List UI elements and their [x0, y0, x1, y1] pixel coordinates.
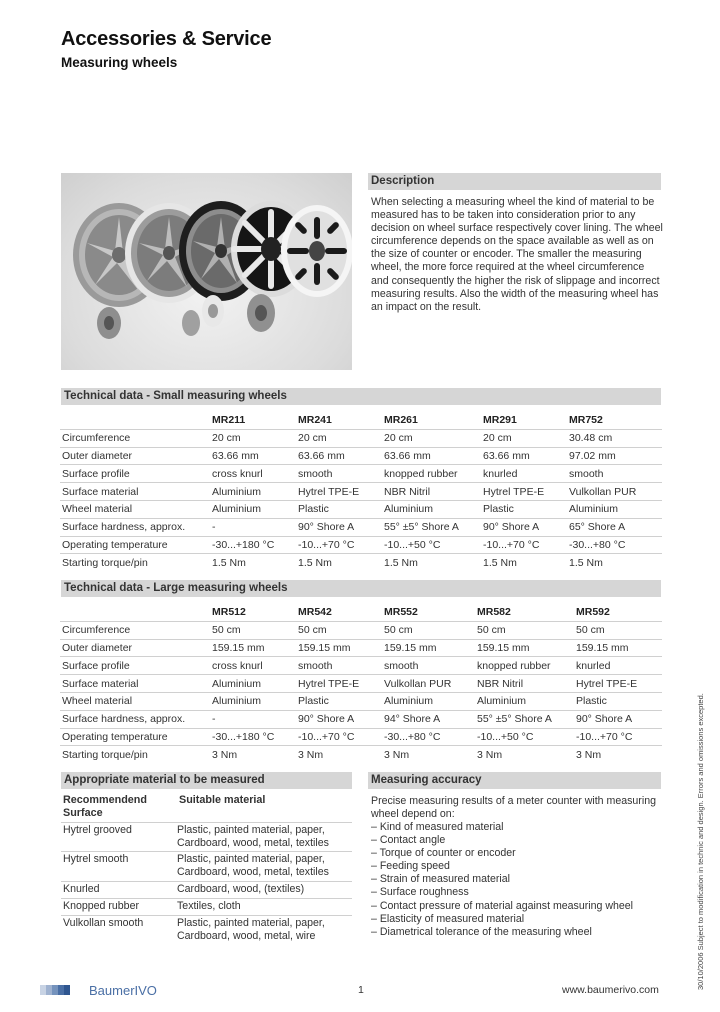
row-label: Surface material: [60, 483, 210, 501]
list-item: – Kind of measured material: [371, 821, 504, 833]
table-cell: 90° Shore A: [296, 518, 382, 536]
row-label: Circumference: [60, 429, 210, 447]
row-label: Starting torque/pin: [60, 746, 210, 763]
page-subtitle: Measuring wheels: [61, 55, 178, 70]
table-cell: 20 cm: [481, 429, 567, 447]
list-item: – Contact angle: [371, 834, 446, 847]
table-cell: 63.66 mm: [296, 447, 382, 465]
table-cell: 3 Nm: [296, 746, 382, 763]
table-row: [60, 639, 662, 657]
legal-note: 30/10/2006 Subject to modification in technic and design. Errors and omissions excepted.: [696, 693, 705, 990]
table-cell: 159.15 mm: [574, 639, 662, 657]
table-cell: Plastic: [296, 500, 382, 518]
table-cell: -10...+50 °C: [475, 728, 574, 746]
material-surface: Vulkollan smooth: [63, 917, 144, 929]
table-cell: 55° ±5° Shore A: [382, 518, 481, 536]
material-line: Cardboard, wood, (textiles): [177, 883, 305, 895]
accuracy-list: [371, 821, 633, 939]
row-divider: [61, 881, 352, 882]
large-wheels-table: [60, 604, 662, 763]
row-label: Starting torque/pin: [60, 554, 210, 571]
table-cell: 3 Nm: [382, 746, 475, 763]
table-cell: knurled: [481, 465, 567, 483]
material-suitable: [177, 853, 352, 879]
table-row: [60, 483, 662, 501]
table-cell: Aluminium: [382, 692, 475, 710]
table-cell: Aluminium: [210, 483, 296, 501]
table-cell: Plastic: [574, 692, 662, 710]
model-header: MR512: [212, 606, 246, 619]
row-divider: [61, 822, 352, 823]
table-row: [60, 536, 662, 554]
page-title: Accessories & Service: [61, 28, 272, 50]
table-cell: 3 Nm: [210, 746, 296, 763]
table-row: [60, 621, 662, 639]
materials-heading: Appropriate material to be measured: [61, 772, 352, 789]
table-cell: 20 cm: [296, 429, 382, 447]
table-cell: 50 cm: [382, 621, 475, 639]
table-cell: 63.66 mm: [382, 447, 481, 465]
table-cell: smooth: [296, 465, 382, 483]
table-cell: -10...+70 °C: [574, 728, 662, 746]
list-item: – Feeding speed: [371, 860, 450, 873]
model-header: MR291: [483, 414, 517, 427]
row-label: Outer diameter: [60, 447, 210, 465]
table-cell: 50 cm: [296, 621, 382, 639]
list-item: – Torque of counter or encoder: [371, 847, 516, 860]
table-cell: -10...+70 °C: [296, 536, 382, 554]
table-cell: 1.5 Nm: [210, 554, 296, 571]
table-cell: -30...+80 °C: [382, 728, 475, 746]
table-row: [60, 465, 662, 483]
materials-col-surface: Recommendend Surface: [63, 794, 147, 819]
table-cell: Hytrel TPE-E: [481, 483, 567, 501]
table-cell: 63.66 mm: [210, 447, 296, 465]
row-label: Wheel material: [60, 692, 210, 710]
list-item: – Diametrical tolerance of the measuring wheel: [371, 925, 592, 938]
material-line: Cardboard, wood, metal, wire: [177, 930, 316, 943]
material-suitable: [177, 917, 352, 943]
table-cell: -10...+70 °C: [296, 728, 382, 746]
model-header: MR241: [298, 414, 332, 427]
table-cell: cross knurl: [210, 465, 296, 483]
table-cell: -: [210, 710, 296, 728]
table-cell: 97.02 mm: [567, 447, 662, 465]
accuracy-heading: Measuring accuracy: [368, 772, 661, 789]
table-cell: Hytrel TPE-E: [296, 483, 382, 501]
model-header: MR552: [384, 606, 418, 619]
material-surface: Hytrel grooved: [63, 824, 132, 836]
wheel-small-2: [202, 295, 224, 327]
table-cell: 90° Shore A: [296, 710, 382, 728]
wheel-small-4: [182, 310, 200, 336]
table-cell: 50 cm: [574, 621, 662, 639]
table-cell: 1.5 Nm: [567, 554, 662, 571]
material-surface: Hytrel smooth: [63, 853, 129, 865]
table-cell: -: [210, 518, 296, 536]
material-line: Cardboard, wood, metal, textiles: [177, 837, 329, 850]
small-wheels-heading: Technical data - Small measuring wheels: [61, 388, 661, 405]
material-line: Textiles, cloth: [177, 900, 241, 912]
table-cell: Aluminium: [567, 500, 662, 518]
table-cell: -10...+50 °C: [382, 536, 481, 554]
table-cell: -30...+180 °C: [210, 536, 296, 554]
table-cell: 90° Shore A: [481, 518, 567, 536]
list-item: – Surface roughness: [371, 886, 469, 899]
table-cell: Hytrel TPE-E: [574, 675, 662, 693]
table-cell: 50 cm: [210, 621, 296, 639]
table-cell: 1.5 Nm: [481, 554, 567, 571]
table-cell: smooth: [382, 657, 475, 675]
table-row: [60, 554, 662, 571]
accuracy-intro: Precise measuring results of a meter counter with measuring wheel depend on:: [371, 795, 656, 821]
table-cell: Aluminium: [210, 675, 296, 693]
wheel-small-1: [97, 307, 121, 339]
table-row: [60, 710, 662, 728]
product-photo: [61, 173, 352, 370]
material-line: Plastic, painted material, paper,: [177, 917, 325, 929]
row-divider: [61, 898, 352, 899]
row-label: Surface profile: [60, 465, 210, 483]
table-header-cell: [60, 604, 210, 621]
table-cell: -10...+70 °C: [481, 536, 567, 554]
model-header: MR592: [576, 606, 610, 619]
row-divider: [61, 915, 352, 916]
table-cell: knopped rubber: [475, 657, 574, 675]
table-cell: knopped rubber: [382, 465, 481, 483]
table-cell: Hytrel TPE-E: [296, 675, 382, 693]
row-label: Operating temperature: [60, 536, 210, 554]
table-cell: smooth: [296, 657, 382, 675]
table-cell: Plastic: [481, 500, 567, 518]
table-row: [60, 500, 662, 518]
table-cell: 20 cm: [382, 429, 481, 447]
table-row: [60, 429, 662, 447]
table-cell: NBR Nitril: [382, 483, 481, 501]
measuring-wheels-illustration: [61, 173, 352, 370]
table-cell: 159.15 mm: [475, 639, 574, 657]
table-cell: Aluminium: [382, 500, 481, 518]
row-label: Wheel material: [60, 500, 210, 518]
table-cell: smooth: [567, 465, 662, 483]
model-header: MR752: [569, 414, 603, 427]
table-row: [60, 746, 662, 763]
table-cell: -30...+180 °C: [210, 728, 296, 746]
table-cell: Vulkollan PUR: [567, 483, 662, 501]
table-cell: 50 cm: [475, 621, 574, 639]
material-surface: Knurled: [63, 883, 100, 895]
table-cell: 3 Nm: [475, 746, 574, 763]
row-label: Outer diameter: [60, 639, 210, 657]
table-row: [60, 447, 662, 465]
row-label: Operating temperature: [60, 728, 210, 746]
table-cell: Aluminium: [210, 500, 296, 518]
table-cell: 90° Shore A: [574, 710, 662, 728]
page-number: 1: [358, 984, 364, 996]
row-label: Surface profile: [60, 657, 210, 675]
table-row: [60, 692, 662, 710]
material-suitable: [177, 883, 352, 896]
table-cell: 20 cm: [210, 429, 296, 447]
table-cell: 3 Nm: [574, 746, 662, 763]
model-header: MR211: [212, 414, 246, 427]
table-header-row: [60, 604, 662, 621]
table-cell: knurled: [574, 657, 662, 675]
wheel-spoked-white: [281, 205, 352, 297]
description-heading: Description: [368, 173, 661, 190]
table-cell: Aluminium: [210, 692, 296, 710]
model-header: MR542: [298, 606, 332, 619]
model-header: MR261: [384, 414, 418, 427]
row-label: Surface hardness, approx.: [60, 710, 210, 728]
small-wheels-table: [60, 412, 662, 571]
table-cell: Aluminium: [475, 692, 574, 710]
material-suitable: [177, 824, 352, 850]
brand-logo: BaumerIVO: [89, 983, 157, 998]
table-header-row: [60, 412, 662, 429]
table-row: [60, 657, 662, 675]
table-row: [60, 728, 662, 746]
table-cell: 1.5 Nm: [296, 554, 382, 571]
materials-col-material: Suitable material: [179, 794, 266, 806]
description-text: When selecting a measuring wheel the kind of material to be measured has to be taken into consideration prior to any decision on wheel surface respectively cover lining. The wheel circumference depends on the space available as well as on the size of counter or encoder. The smaller the measuring wheel, the more force required at the wheel circumference and consequently the higher the risk of slippage and incorrect measuring results. Also the width of the measuring wheel has an impact on the result.: [371, 196, 663, 313]
table-cell: 1.5 Nm: [382, 554, 481, 571]
large-wheels-heading: Technical data - Large measuring wheels: [61, 580, 661, 597]
list-item: – Elasticity of measured material: [371, 912, 525, 925]
row-label: Circumference: [60, 621, 210, 639]
table-row: [60, 675, 662, 693]
table-cell: 159.15 mm: [382, 639, 475, 657]
table-cell: 65° Shore A: [567, 518, 662, 536]
material-suitable: [177, 900, 352, 913]
table-cell: 55° ±5° Shore A: [475, 710, 574, 728]
row-label: Surface material: [60, 675, 210, 693]
table-cell: 159.15 mm: [210, 639, 296, 657]
table-cell: 94° Shore A: [382, 710, 475, 728]
table-cell: Plastic: [296, 692, 382, 710]
table-cell: NBR Nitril: [475, 675, 574, 693]
wheel-small-3: [247, 294, 275, 332]
material-line: Cardboard, wood, metal, textiles: [177, 866, 329, 879]
table-cell: -30...+80 °C: [567, 536, 662, 554]
table-row: [60, 518, 662, 536]
list-item: – Contact pressure of material against measuring wheel: [371, 899, 634, 912]
material-surface: Knopped rubber: [63, 900, 139, 912]
table-cell: 30.48 cm: [567, 429, 662, 447]
table-cell: cross knurl: [210, 657, 296, 675]
list-item: – Strain of measured material: [371, 873, 510, 886]
row-label: Surface hardness, approx.: [60, 518, 210, 536]
website-link[interactable]: www.baumerivo.com: [562, 984, 659, 996]
model-header: MR582: [477, 606, 511, 619]
table-cell: 159.15 mm: [296, 639, 382, 657]
row-divider: [61, 851, 352, 852]
table-cell: 63.66 mm: [481, 447, 567, 465]
table-cell: Vulkollan PUR: [382, 675, 475, 693]
table-header-cell: [60, 412, 210, 429]
material-line: Plastic, painted material, paper,: [177, 853, 325, 865]
brand-bar-icon: [40, 985, 70, 995]
material-line: Plastic, painted material, paper,: [177, 824, 325, 836]
